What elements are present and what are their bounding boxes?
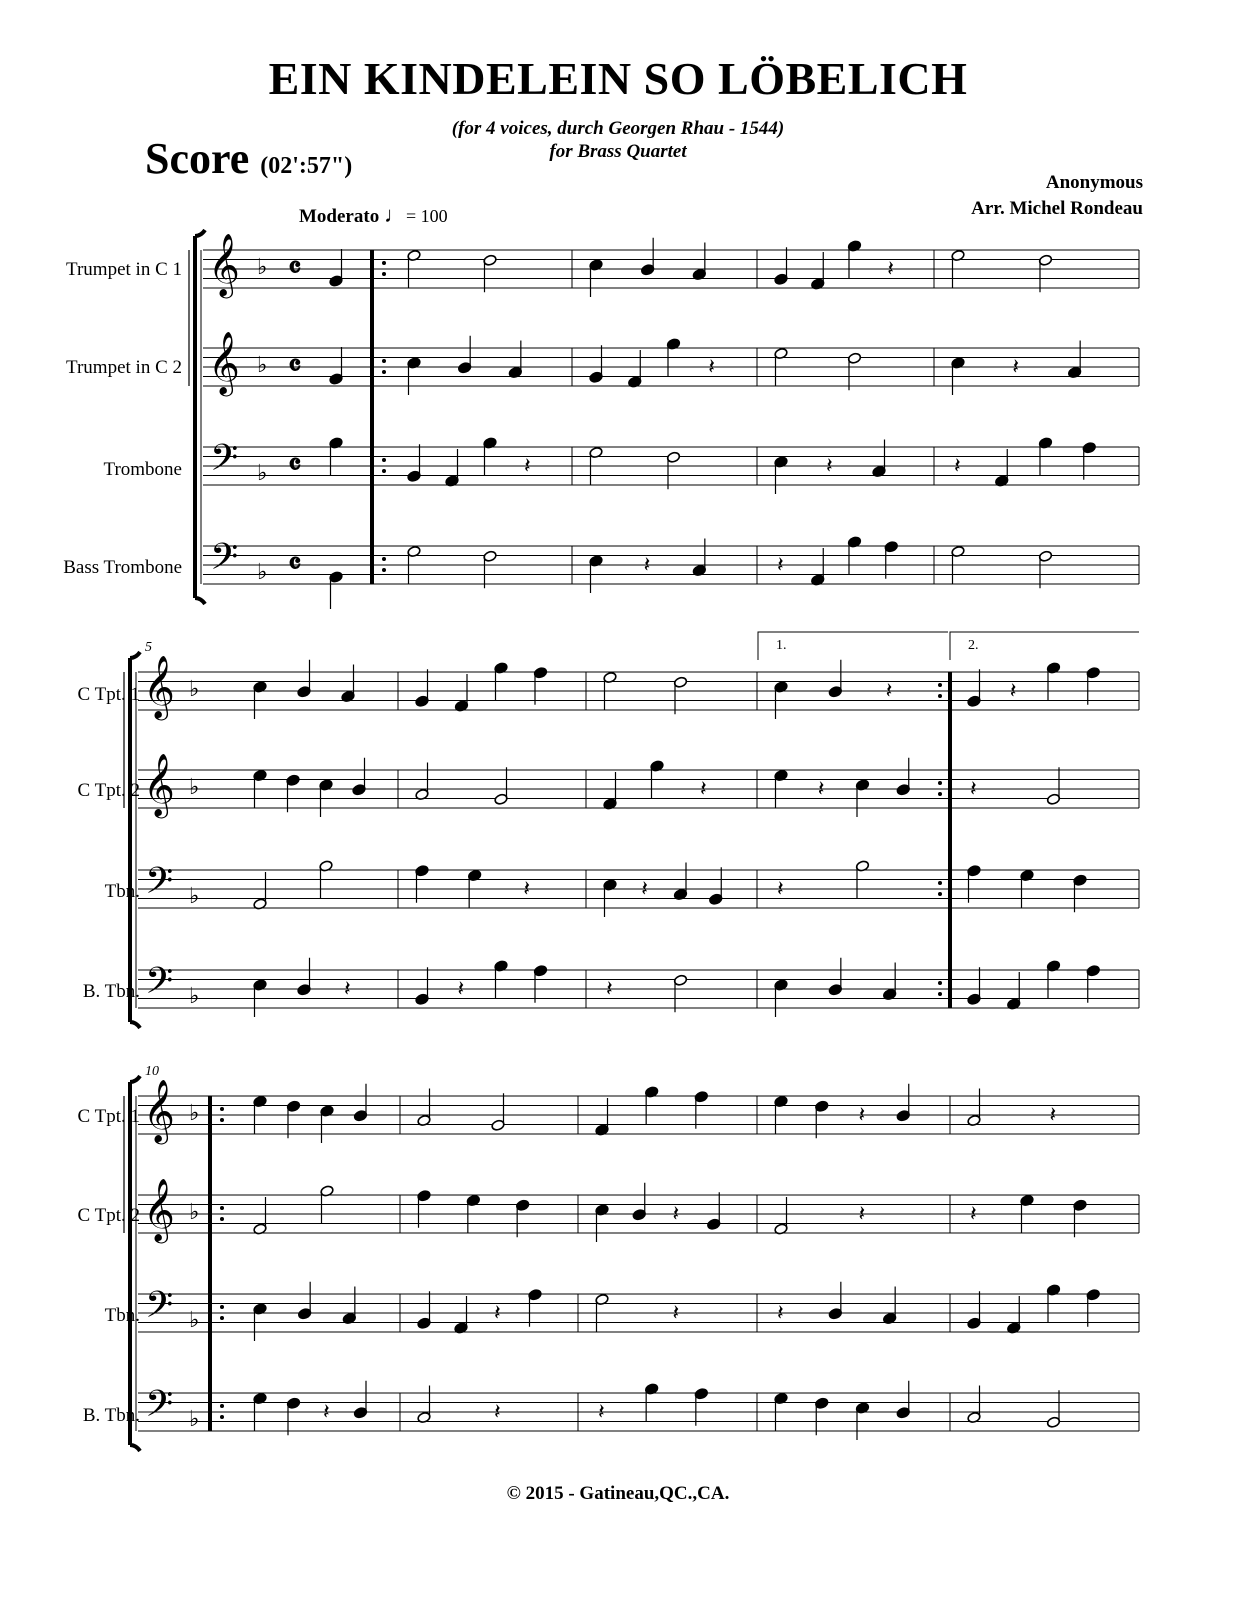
quarter-note-icon: ♩ — [383, 202, 406, 227]
staff-label-tpt1: Trumpet in C 1 — [66, 259, 182, 280]
quarter-rest-icon: 𝄽 — [672, 1301, 680, 1326]
quarter-rest-icon: 𝄽 — [970, 1202, 977, 1227]
repeat-dot — [938, 792, 942, 796]
measure-number: 10 — [145, 1064, 159, 1079]
repeat-dot — [220, 1316, 224, 1320]
repeat-dot — [220, 1404, 224, 1408]
staff-label-tpt2-short: C Tpt. 2 — [77, 1205, 140, 1226]
treble-clef-icon: 𝄞 — [143, 753, 175, 816]
repeat-dot — [382, 272, 386, 276]
common-time-icon: 𝄴 — [288, 548, 302, 581]
staff-label-tpt2-short: C Tpt. 2 — [77, 780, 140, 801]
quarter-rest-icon: 𝄽 — [777, 1301, 784, 1326]
flat-icon: ♭ — [257, 560, 268, 585]
flat-icon: ♭ — [189, 1101, 200, 1126]
system-bracket — [195, 230, 205, 604]
measure-number: 5 — [145, 640, 152, 655]
quarter-rest-icon: 𝄽 — [643, 553, 651, 578]
quarter-rest-icon: 𝄽 — [954, 454, 961, 479]
staff-label-tpt2: Trumpet in C 2 — [66, 357, 182, 378]
repeat-dot — [220, 1217, 224, 1221]
repeat-dot — [938, 781, 942, 785]
treble-clef-icon: 𝄞 — [143, 655, 175, 718]
duration: (02':57") — [260, 153, 353, 179]
quarter-rest-icon: 𝄽 — [700, 777, 707, 802]
quarter-rest-icon: 𝄽 — [1012, 355, 1020, 380]
subtitle-line-2: for Brass Quartet — [549, 141, 687, 162]
repeat-dot — [938, 694, 942, 698]
repeat-dot — [382, 557, 386, 561]
subtitle-line-1: (for 4 voices, durch Georgen Rhau - 1544) — [451, 118, 785, 139]
quarter-rest-icon: 𝄽 — [494, 1400, 501, 1425]
staff-label-tbn: Trombone — [103, 459, 182, 480]
quarter-rest-icon: 𝄽 — [858, 1202, 866, 1227]
quarter-rest-icon: 𝄽 — [777, 553, 784, 578]
staff-label-tbn-short: Tbn. — [104, 881, 140, 902]
flat-icon: ♭ — [189, 984, 200, 1009]
common-time-icon: 𝄴 — [288, 350, 302, 383]
staff-label-btbn-short: B. Tbn. — [82, 981, 140, 1002]
quarter-rest-icon: 𝄽 — [672, 1202, 680, 1227]
quarter-rest-icon: 𝄽 — [885, 679, 893, 704]
repeat-dot — [382, 458, 386, 462]
flat-icon: ♭ — [189, 884, 200, 909]
bass-clef-icon: 𝄢 — [145, 960, 174, 1011]
repeat-dot — [382, 370, 386, 374]
repeat-dot — [220, 1415, 224, 1419]
repeat-dot — [382, 261, 386, 265]
quarter-rest-icon: 𝄽 — [606, 977, 613, 1002]
flat-icon: ♭ — [189, 1200, 200, 1225]
common-time-icon: 𝄴 — [288, 252, 302, 285]
repeat-dot — [382, 568, 386, 572]
staff-label-btbn-short: B. Tbn. — [82, 1405, 140, 1426]
quarter-rest-icon: 𝄽 — [1049, 1103, 1057, 1128]
flat-icon: ♭ — [189, 1308, 200, 1333]
flat-icon: ♭ — [257, 461, 268, 486]
arranger: Arr. Michel Rondeau — [971, 198, 1143, 219]
volta-1-label: 1. — [776, 638, 787, 653]
repeat-dot — [220, 1305, 224, 1309]
repeat-dot — [938, 892, 942, 896]
quarter-rest-icon: 𝄽 — [494, 1301, 501, 1326]
repeat-dot — [382, 359, 386, 363]
repeat-dot — [938, 881, 942, 885]
repeat-dot — [220, 1107, 224, 1111]
repeat-dot — [220, 1206, 224, 1210]
bass-clef-icon: 𝄢 — [145, 860, 174, 911]
quarter-rest-icon: 𝄽 — [777, 877, 784, 902]
repeat-dot — [220, 1118, 224, 1122]
score-word: Score — [145, 134, 250, 183]
quarter-rest-icon: 𝄽 — [817, 777, 825, 802]
quarter-rest-icon: 𝄽 — [344, 977, 351, 1002]
treble-clef-icon: 𝄞 — [143, 1178, 175, 1241]
quarter-rest-icon: 𝄽 — [858, 1103, 866, 1128]
treble-clef-icon: 𝄞 — [208, 233, 240, 296]
flat-icon: ♭ — [189, 775, 200, 800]
tempo-word: Moderato — [299, 206, 380, 227]
quarter-rest-icon: 𝄽 — [598, 1400, 605, 1425]
volta-bracket-2 — [950, 632, 1139, 660]
staff-label-btbn: Bass Trombone — [63, 557, 182, 578]
flat-icon: ♭ — [189, 1407, 200, 1432]
flat-icon: ♭ — [189, 677, 200, 702]
common-time-icon: 𝄴 — [288, 449, 302, 482]
quarter-rest-icon: 𝄽 — [826, 454, 833, 479]
copyright: © 2015 - Gatineau,QC.,CA. — [506, 1483, 730, 1504]
system-bracket — [130, 1076, 140, 1451]
staff-label-tpt1-short: C Tpt. 1 — [77, 1106, 140, 1127]
flat-icon: ♭ — [257, 353, 268, 378]
quarter-rest-icon: 𝄽 — [524, 454, 531, 479]
quarter-rest-icon: 𝄽 — [1009, 679, 1017, 704]
quarter-rest-icon: 𝄽 — [887, 257, 894, 282]
volta-2-label: 2. — [968, 638, 979, 653]
system-bracket — [130, 652, 140, 1028]
quarter-rest-icon: 𝄽 — [523, 877, 531, 902]
bass-clef-icon: 𝄢 — [145, 1383, 174, 1434]
bass-clef-icon: 𝄢 — [210, 437, 239, 488]
repeat-dot — [938, 981, 942, 985]
tempo-value: = 100 — [405, 206, 448, 226]
repeat-dot — [938, 992, 942, 996]
repeat-dot — [382, 469, 386, 473]
quarter-rest-icon: 𝄽 — [970, 777, 977, 802]
staff-label-tbn-short: Tbn. — [104, 1305, 140, 1326]
composer: Anonymous — [1045, 172, 1143, 193]
quarter-rest-icon: 𝄽 — [323, 1400, 330, 1425]
volta-bracket-1 — [758, 632, 948, 660]
quarter-rest-icon: 𝄽 — [708, 355, 715, 380]
treble-clef-icon: 𝄞 — [143, 1079, 175, 1142]
flat-icon: ♭ — [257, 255, 268, 280]
repeat-dot — [938, 683, 942, 687]
bass-clef-icon: 𝄢 — [210, 536, 239, 587]
bass-clef-icon: 𝄢 — [145, 1284, 174, 1335]
quarter-rest-icon: 𝄽 — [457, 977, 465, 1002]
staff-label-tpt1-short: C Tpt. 1 — [77, 684, 140, 705]
quarter-rest-icon: 𝄽 — [641, 877, 648, 902]
treble-clef-icon: 𝄞 — [208, 331, 240, 394]
page-title: EIN KINDELEIN SO LÖBELICH — [268, 53, 968, 104]
